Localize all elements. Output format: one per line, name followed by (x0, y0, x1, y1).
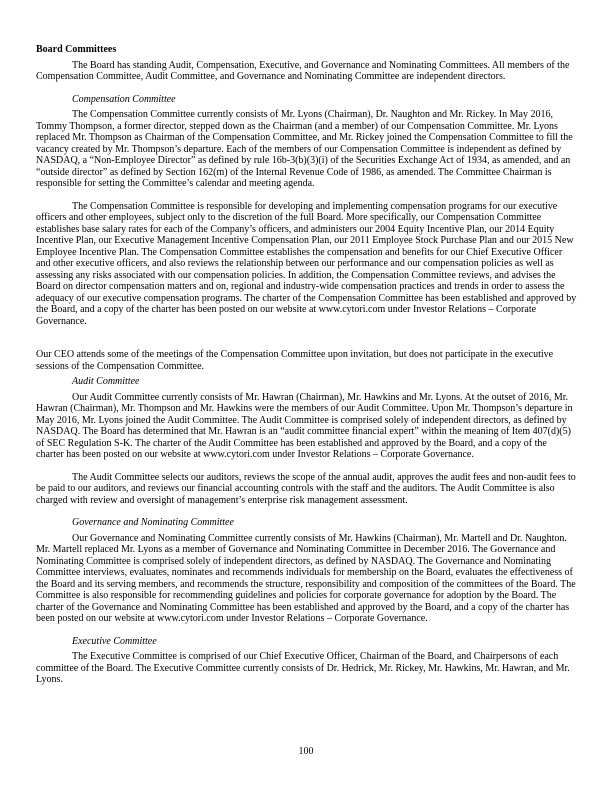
audit-paragraph-2: The Audit Committee selects our auditors, reviews the scope of the annual audit, approves the audit fees and non-audit fees to be paid to our auditors, and reviews our financial accounting controls with the staff and the auditors. The Audit Committee is also charged with review and oversight of management’s enterprise risk management assessment. (36, 471, 576, 506)
compensation-paragraph-2: The Compensation Committee is responsible for developing and implementing compensation programs for our executive officers and other employees, subject only to the discretion of the full Board. More specifically, our Compensation Committee establishes base salary rates for each of the Company’s officers, and administers our 2004 Equity Incentive Plan, our 2014 Equity Incentive Plan, our Executive Management Incentive Compensation Plan, our 2011 Employee Stock Purchase Plan and our 2015 New Employee Incentive Plan. The Compensation Committee establishes the compensation and benefits for our Chief Executive Officer and other executive officers, and also reviews the relationship between our performance and our compensation policies as well as assessing any risks associated with our compensation policies. In addition, the Compensation Committee reviews, and advises the Board on director compensation matters and on, regional and industry-wide compensation practices and trends in order to assess the adequacy of our executive compensation programs. The charter of the Compensation Committee has been established and approved by the Board, and a copy of the charter has been posted on our website at www.cytori.com under Investor Relations – Corporate Governance. (36, 200, 577, 327)
audit-paragraph-1: Our Audit Committee currently consists of Mr. Hawran (Chairman), Mr. Hawkins and Mr. Lyons. At the outset of 2016, Mr. Hawran (Chairman), Mr. Thompson and Mr. Hawkins were the members of our Audit Committee. Upon Mr. Thompson’s departure in May 2016, Mr. Lyons joined the Audit Committee. The Audit Committee is comprised solely of independent directors, as defined by NASDAQ. The Board has determined that Mr. Hawran is an “audit committee financial expert” within the meaning of Item 407(d)(5) of SEC Regulation S-K. The charter of the Audit Committee has been established and approved by the Board, and a copy of the charter has been posted on our website at www.cytori.com under Investor Relations – Corporate Governance. (36, 391, 573, 460)
page-number: 100 (298, 746, 314, 757)
executive-committee-title: Executive Committee (72, 635, 157, 647)
governance-paragraph-1: Our Governance and Nominating Committee currently consists of Mr. Hawkins (Chairman), Mr. Martell and Dr. Naughton. Mr. Martell replaced Mr. Lyons as a member of Governance and Nominating Committee in December 2016. The Governance and Nominating Committee is comprised solely of independent directors, as defined by NASDAQ. The Governance and Nominating Committee interviews, evaluates, nominates and recommends individuals for membership on the Board, evaluates the effectiveness of the Board and its serving members, and recommends the structure, responsibility and composition of the committees of the Board. The Committee is also responsible for recommending guidelines and policies for corporate governance for adoption by the Board. The charter of the Governance and Nominating Committee has been established and approved by the Board, and a copy of the charter has been posted on our website at www.cytori.com under Investor Relations – Corporate Governance. (36, 532, 576, 624)
executive-paragraph-1: The Executive Committee is comprised of our Chief Executive Officer, Chairman of the Board, and Chairpersons of each committee of the Board. The Executive Committee currently consists of Dr. Hedrick, Mr. Rickey, Mr. Hawkins, Mr. Hawran, and Mr. Lyons. (36, 651, 570, 685)
section-heading: Board Committees (36, 44, 117, 55)
audit-committee-title: Audit Committee (72, 376, 140, 387)
document-page (36, 44, 577, 697)
compensation-paragraph-3: Our CEO attends some of the meetings of the Compensation Committee upon invitation, but does not participate in the executive sessions of the Compensation Committee. (36, 349, 554, 372)
compensation-committee-title: Compensation Committee (72, 93, 176, 105)
intro-paragraph: The Board has standing Audit, Compensation, Executive, and Governance and Nominating Committees. All members of the Compensation Committee, Audit Committee, and Governance and Nominating Committee are independent directors. (36, 59, 570, 82)
governance-committee-title: Governance and Nominating Committee (72, 517, 234, 528)
compensation-paragraph-1: The Compensation Committee currently consists of Mr. Lyons (Chairman), Dr. Naughton and Mr. Rickey. In May 2016, Tommy Thompson, a former director, stepped down as the Chairman (and a member) of our Compensation Committee. Mr. Lyons replaced Mr. Thompson as Chairman of the Compensation Committee, and Mr. Rickey joined the Compensation Committee to fill the vacancy created by Mr. Thompson’s departure. Each of the members of our Compensation Committee is independent as defined by NASDAQ, a “Non-Employee Director” as defined by rule 16b-3(b)(3)(i) of the Securities Exchange Act of 1934, as amended, and an “outside director” as defined by Section 162(m) of the Internal Revenue Code of 1986, as amended. The Committee Chairman is responsible for setting the Committee’s calendar and meeting agenda. (36, 109, 573, 189)
